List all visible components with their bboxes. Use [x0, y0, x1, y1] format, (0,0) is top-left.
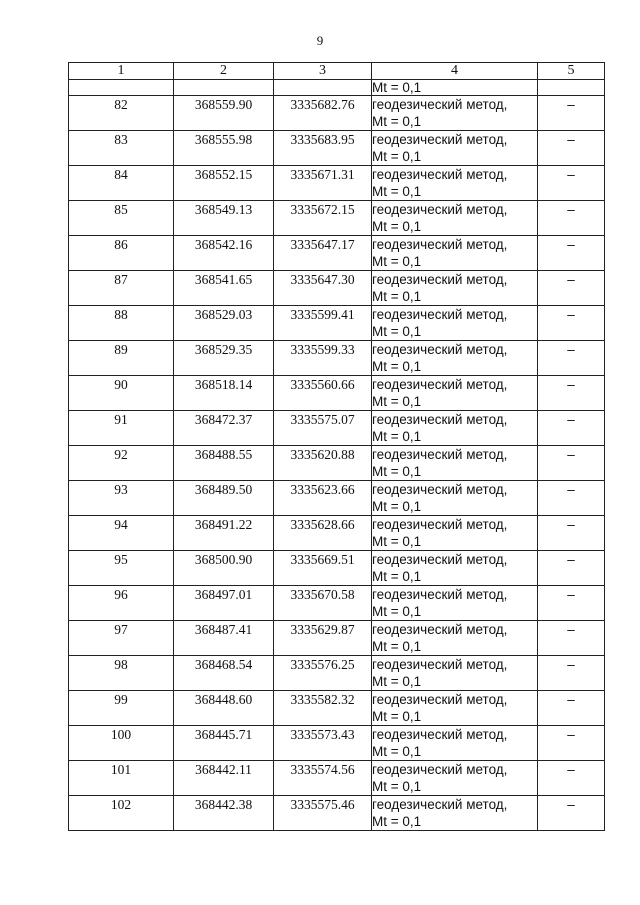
method-text: геодезический метод, — [372, 517, 508, 532]
method-text: геодезический метод, — [372, 307, 508, 322]
coordinate-y: 3335576.25 — [274, 656, 372, 691]
coordinate-y: 3335599.33 — [274, 341, 372, 376]
note-cell: – — [538, 271, 605, 306]
method-cell — [372, 761, 538, 796]
method-cell — [372, 796, 538, 831]
table-row — [69, 166, 605, 201]
table-row — [69, 691, 605, 726]
coordinate-y: 3335582.32 — [274, 691, 372, 726]
accuracy-text: Mt = 0,1 — [372, 464, 422, 479]
point-number: 85 — [69, 201, 174, 236]
coordinate-y: 3335623.66 — [274, 481, 372, 516]
point-number: 93 — [69, 481, 174, 516]
note-cell: – — [538, 761, 605, 796]
note-cell: – — [538, 586, 605, 621]
point-number: 101 — [69, 761, 174, 796]
coordinate-y: 3335669.51 — [274, 551, 372, 586]
table-row — [69, 551, 605, 586]
method-cell — [372, 411, 538, 446]
point-number: 96 — [69, 586, 174, 621]
coordinate-x: 368491.22 — [174, 516, 274, 551]
table-row — [69, 341, 605, 376]
continuation-row — [69, 80, 605, 96]
table-row — [69, 411, 605, 446]
point-number: 90 — [69, 376, 174, 411]
coordinate-x: 368489.50 — [174, 481, 274, 516]
header-col-5: 5 — [538, 63, 605, 80]
coordinate-y: 3335573.43 — [274, 726, 372, 761]
coordinate-y: 3335682.76 — [274, 96, 372, 131]
method-cell — [372, 726, 538, 761]
accuracy-text: Mt = 0,1 — [372, 499, 422, 514]
accuracy-text: Mt = 0,1 — [372, 289, 422, 304]
coordinate-y: 3335647.17 — [274, 236, 372, 271]
note-cell: – — [538, 621, 605, 656]
coordinate-y: 3335670.58 — [274, 586, 372, 621]
accuracy-text: Mt = 0,1 — [372, 814, 422, 829]
table-row — [69, 586, 605, 621]
header-col-1: 1 — [69, 63, 174, 80]
method-text: геодезический метод, — [372, 377, 508, 392]
table-row — [69, 236, 605, 271]
accuracy-text: Mt = 0,1 — [372, 394, 422, 409]
method-text: геодезический метод, — [372, 622, 508, 637]
header-row — [69, 63, 605, 80]
accuracy-text: Mt = 0,1 — [372, 709, 422, 724]
table-row — [69, 96, 605, 131]
method-text: геодезический метод, — [372, 552, 508, 567]
method-cell — [372, 306, 538, 341]
accuracy-text: Mt = 0,1 — [372, 604, 422, 619]
method-cell — [372, 481, 538, 516]
method-text: геодезический метод, — [372, 587, 508, 602]
method-cell — [372, 201, 538, 236]
point-number: 86 — [69, 236, 174, 271]
method-cell — [372, 621, 538, 656]
method-text: геодезический метод, — [372, 97, 508, 112]
note-cell: – — [538, 236, 605, 271]
note-cell: – — [538, 96, 605, 131]
coordinate-y: 3335575.07 — [274, 411, 372, 446]
table-row — [69, 131, 605, 166]
accuracy-text: Mt = 0,1 — [372, 324, 422, 339]
accuracy-text: Mt = 0,1 — [372, 219, 422, 234]
coordinate-x: 368541.65 — [174, 271, 274, 306]
accuracy-text: Mt = 0,1 — [372, 359, 422, 374]
method-cell — [372, 446, 538, 481]
note-cell: – — [538, 376, 605, 411]
coordinate-y: 3335560.66 — [274, 376, 372, 411]
table-row — [69, 656, 605, 691]
coordinate-x: 368552.15 — [174, 166, 274, 201]
method-cell — [372, 691, 538, 726]
note-cell: – — [538, 201, 605, 236]
method-text: геодезический метод, — [372, 797, 508, 812]
header-col-2: 2 — [174, 63, 274, 80]
table-row — [69, 726, 605, 761]
method-text: геодезический метод, — [372, 237, 508, 252]
method-text: геодезический метод, — [372, 657, 508, 672]
accuracy-text: Mt = 0,1 — [372, 254, 422, 269]
method-cell — [372, 586, 538, 621]
method-text: геодезический метод, — [372, 167, 508, 182]
point-number: 102 — [69, 796, 174, 831]
note-cell: – — [538, 551, 605, 586]
method-text: геодезический метод, — [372, 202, 508, 217]
coordinate-x: 368555.98 — [174, 131, 274, 166]
table-row — [69, 516, 605, 551]
coordinate-y: 3335629.87 — [274, 621, 372, 656]
method-text: геодезический метод, — [372, 342, 508, 357]
point-number: 88 — [69, 306, 174, 341]
coordinate-x: 368448.60 — [174, 691, 274, 726]
table-row — [69, 446, 605, 481]
table-row — [69, 306, 605, 341]
point-number: 87 — [69, 271, 174, 306]
method-text: геодезический метод, — [372, 447, 508, 462]
coordinate-x: 368472.37 — [174, 411, 274, 446]
coordinate-y: 3335671.31 — [274, 166, 372, 201]
point-number: 98 — [69, 656, 174, 691]
accuracy-text: Mt = 0,1 — [372, 779, 422, 794]
table-row — [69, 201, 605, 236]
note-cell: – — [538, 166, 605, 201]
header-col-4: 4 — [372, 63, 538, 80]
method-text: геодезический метод, — [372, 272, 508, 287]
method-cell — [372, 376, 538, 411]
note-cell: – — [538, 306, 605, 341]
accuracy-text: Mt = 0,1 — [372, 114, 422, 129]
note-cell: – — [538, 726, 605, 761]
coordinate-x: 368500.90 — [174, 551, 274, 586]
table-row — [69, 271, 605, 306]
method-text: геодезический метод, — [372, 482, 508, 497]
note-cell: – — [538, 446, 605, 481]
coordinate-x: 368529.03 — [174, 306, 274, 341]
point-number: 91 — [69, 411, 174, 446]
table-row — [69, 796, 605, 831]
accuracy-text: Mt = 0,1 — [372, 534, 422, 549]
method-cell — [372, 131, 538, 166]
table-row — [69, 376, 605, 411]
method-text: геодезический метод, — [372, 762, 508, 777]
method-text: геодезический метод, — [372, 132, 508, 147]
point-number: 95 — [69, 551, 174, 586]
header-col-3: 3 — [274, 63, 372, 80]
accuracy-text: Mt = 0,1 — [372, 744, 422, 759]
coordinate-x: 368497.01 — [174, 586, 274, 621]
method-cell — [372, 656, 538, 691]
coordinate-x: 368445.71 — [174, 726, 274, 761]
coordinate-x: 368549.13 — [174, 201, 274, 236]
note-cell: – — [538, 516, 605, 551]
note-cell: – — [538, 131, 605, 166]
note-cell: – — [538, 796, 605, 831]
accuracy-text: Mt = 0,1 — [372, 569, 422, 584]
note-cell: – — [538, 341, 605, 376]
coordinate-y: 3335574.56 — [274, 761, 372, 796]
coordinate-y: 3335628.66 — [274, 516, 372, 551]
table-row — [69, 761, 605, 796]
accuracy-text: Mt = 0,1 — [372, 639, 422, 654]
note-cell: – — [538, 481, 605, 516]
point-number: 82 — [69, 96, 174, 131]
point-number: 94 — [69, 516, 174, 551]
method-cell — [372, 341, 538, 376]
point-number: 92 — [69, 446, 174, 481]
coordinate-y: 3335683.95 — [274, 131, 372, 166]
note-cell: – — [538, 411, 605, 446]
coordinate-x: 368488.55 — [174, 446, 274, 481]
method-cell — [372, 166, 538, 201]
method-cell — [372, 236, 538, 271]
coordinate-x: 368559.90 — [174, 96, 274, 131]
coordinate-y: 3335599.41 — [274, 306, 372, 341]
point-number: 84 — [69, 166, 174, 201]
coordinate-x: 368487.41 — [174, 621, 274, 656]
method-cell — [372, 271, 538, 306]
note-cell: – — [538, 656, 605, 691]
coordinate-x: 368542.16 — [174, 236, 274, 271]
point-number: 97 — [69, 621, 174, 656]
coordinate-y: 3335647.30 — [274, 271, 372, 306]
coordinate-x: 368442.11 — [174, 761, 274, 796]
method-text: геодезический метод, — [372, 727, 508, 742]
table-row — [69, 481, 605, 516]
coordinate-x: 368442.38 — [174, 796, 274, 831]
point-number: 83 — [69, 131, 174, 166]
coordinate-y: 3335575.46 — [274, 796, 372, 831]
point-number: 99 — [69, 691, 174, 726]
coordinate-x: 368529.35 — [174, 341, 274, 376]
note-cell: – — [538, 691, 605, 726]
table-row — [69, 621, 605, 656]
continuation-accuracy: Mt = 0,1 — [372, 80, 538, 96]
method-cell — [372, 96, 538, 131]
coordinate-y: 3335620.88 — [274, 446, 372, 481]
coordinate-x: 368468.54 — [174, 656, 274, 691]
method-text: геодезический метод, — [372, 412, 508, 427]
accuracy-text: Mt = 0,1 — [372, 184, 422, 199]
point-number: 100 — [69, 726, 174, 761]
page-number: 9 — [316, 33, 324, 48]
method-cell — [372, 516, 538, 551]
method-text: геодезический метод, — [372, 692, 508, 707]
accuracy-text: Mt = 0,1 — [372, 149, 422, 164]
accuracy-text: Mt = 0,1 — [372, 674, 422, 689]
coordinates-table — [68, 62, 605, 831]
coordinate-y: 3335672.15 — [274, 201, 372, 236]
point-number: 89 — [69, 341, 174, 376]
coordinate-x: 368518.14 — [174, 376, 274, 411]
accuracy-text: Mt = 0,1 — [372, 429, 422, 444]
method-cell — [372, 551, 538, 586]
